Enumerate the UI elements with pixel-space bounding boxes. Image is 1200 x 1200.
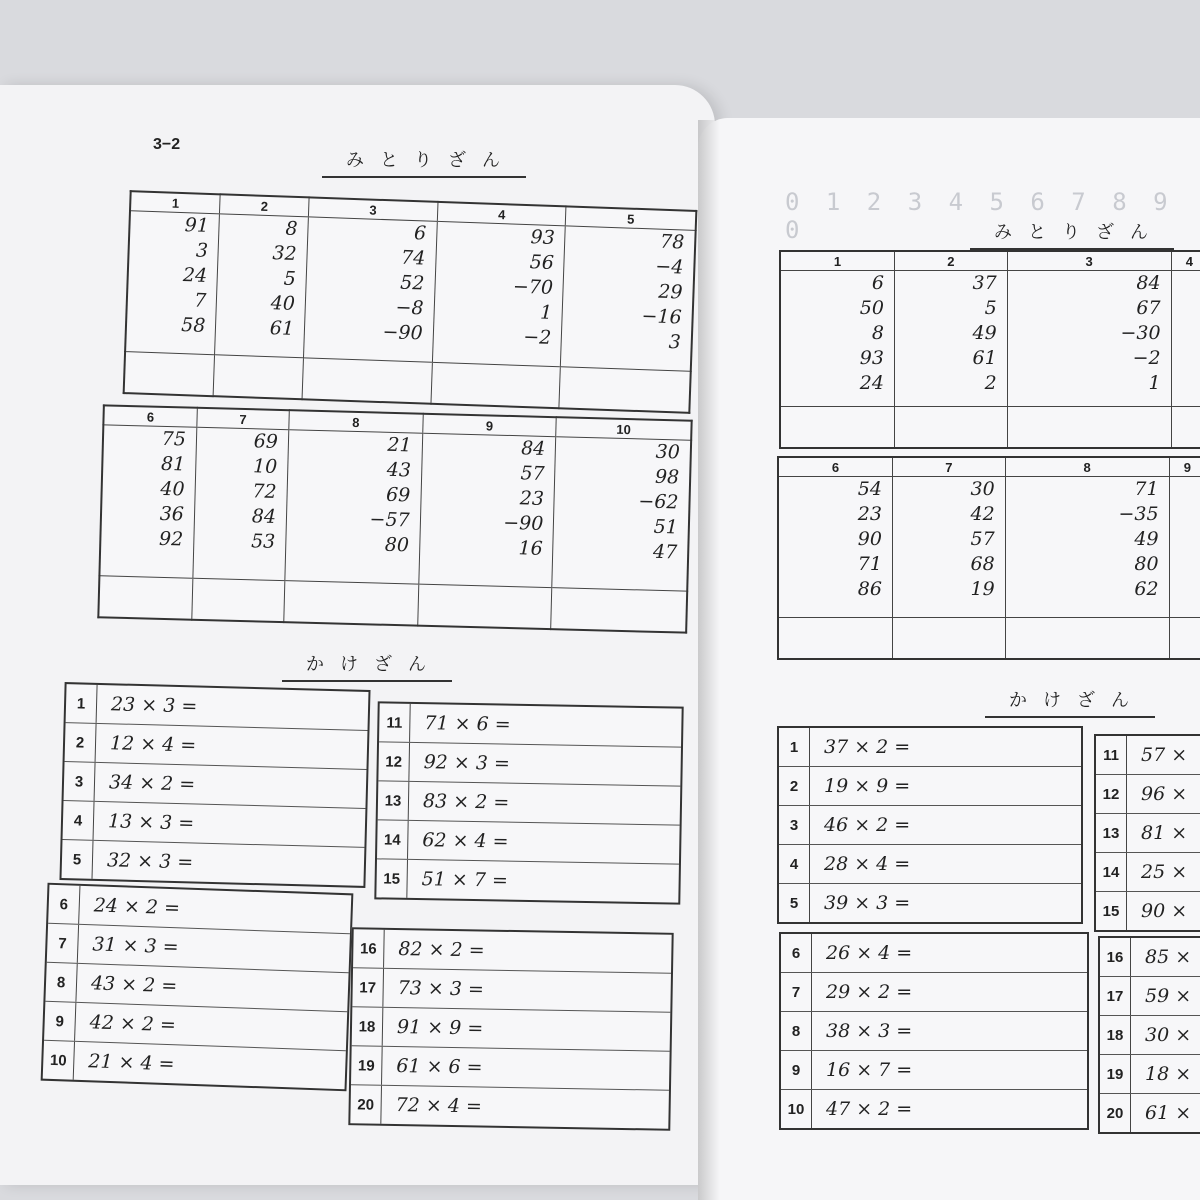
problem-number: 11 — [1096, 736, 1127, 774]
number-value: 10 — [252, 455, 278, 478]
problem-number: 12 — [1096, 775, 1127, 813]
book-gutter — [698, 120, 720, 1200]
problem-expression: 96 × — [1141, 783, 1188, 805]
mitori-title-right: みとりざん — [970, 218, 1174, 250]
number-column — [892, 477, 1005, 618]
problem-number: 4 — [63, 801, 95, 840]
problem-number: 15 — [376, 859, 408, 898]
problem-row — [781, 934, 1087, 973]
problem-row — [1100, 977, 1200, 1016]
answer-cell[interactable] — [551, 588, 687, 633]
problem-expression: 85 × — [1145, 946, 1192, 968]
problem-row — [352, 968, 671, 1013]
number-value: 57 — [970, 528, 995, 550]
problem-number: 18 — [1100, 1016, 1131, 1054]
number-value: −70 — [512, 275, 554, 299]
kakezan-group-right-2 — [1094, 734, 1200, 932]
problem-expression: 59 × — [1145, 985, 1192, 1007]
number-value: 86 — [857, 578, 882, 600]
problem-expression: 81 × — [1141, 822, 1188, 844]
number-value: 6 — [871, 272, 884, 294]
problem-expression: 25 × — [1141, 861, 1188, 883]
kakezan-group-4 — [348, 927, 673, 1131]
answer-cell[interactable] — [780, 407, 894, 449]
problem-row — [379, 703, 682, 747]
problem-expression: 18 × — [1145, 1063, 1192, 1085]
number-value: 98 — [654, 465, 680, 489]
number-value: 51 — [653, 515, 679, 539]
problem-number: 14 — [377, 820, 409, 859]
problem-row — [781, 973, 1087, 1012]
number-value: 71 — [1134, 478, 1159, 500]
number-column — [418, 433, 556, 587]
problem-expression: 21 × 4 = — [87, 1050, 175, 1076]
number-value: 36 — [159, 502, 185, 526]
number-value: 23 — [519, 487, 545, 510]
problem-expression: 83 × 2 = — [422, 790, 510, 814]
problem-row — [377, 820, 680, 864]
number-value: −8 — [395, 296, 424, 320]
number-value: 57 — [520, 462, 545, 485]
number-value: 16 — [518, 537, 543, 560]
number-value: 80 — [384, 533, 410, 557]
problem-expression: 73 × 3 = — [397, 977, 485, 1001]
problem-expression: 82 × 2 = — [398, 938, 485, 962]
problem-expression: 90 × — [1141, 900, 1188, 922]
problem-row — [779, 845, 1081, 884]
kakezan-title: かけざん — [282, 650, 452, 682]
number-column — [1007, 271, 1171, 407]
problem-row — [378, 781, 681, 825]
problem-number: 12 — [378, 742, 410, 781]
number-value: 91 — [184, 214, 210, 237]
answer-cell[interactable] — [302, 358, 432, 404]
problem-expression: 31 × 3 = — [92, 933, 179, 959]
number-value: −90 — [502, 511, 544, 535]
problem-number: 13 — [1096, 814, 1127, 852]
number-value: 40 — [270, 292, 296, 315]
kakezan-title-right: かけざん — [985, 686, 1155, 718]
problem-expression: 32 × 3 = — [106, 849, 194, 874]
answer-cell[interactable] — [1005, 618, 1169, 660]
number-value: 61 — [972, 347, 997, 369]
column-header: 3 — [1007, 251, 1171, 271]
answer-cell[interactable] — [192, 578, 285, 622]
number-value: 81 — [160, 452, 186, 476]
problem-number: 5 — [779, 884, 810, 922]
number-value: 67 — [1136, 297, 1161, 319]
number-value: 5 — [984, 297, 997, 319]
problem-expression: 39 × 3 = — [824, 892, 911, 914]
problem-row — [62, 840, 365, 886]
problem-number: 8 — [45, 963, 77, 1002]
problem-expression: 62 × 4 = — [422, 829, 509, 853]
problem-number: 14 — [1096, 853, 1127, 891]
problem-expression: 34 × 2 = — [108, 771, 196, 796]
column-header: 4 — [437, 202, 566, 226]
problem-number: 3 — [64, 762, 96, 801]
number-column — [778, 477, 892, 618]
problem-row — [781, 1012, 1087, 1051]
problem-row — [779, 767, 1081, 806]
number-value: 1 — [1148, 372, 1161, 394]
problem-row — [351, 1046, 670, 1091]
column-header: 7 — [892, 457, 1005, 477]
number-column — [432, 221, 566, 366]
number-value: 49 — [1134, 528, 1159, 550]
problem-number: 7 — [47, 924, 79, 963]
problem-expression: 13 × 3 = — [107, 810, 195, 835]
column-header: 1 — [780, 251, 894, 271]
number-value: 78 — [659, 230, 685, 254]
problem-row — [779, 728, 1081, 767]
number-value: 5 — [283, 267, 297, 290]
number-value: 3 — [668, 331, 682, 354]
mitori-grid — [123, 190, 698, 414]
number-value: 30 — [655, 440, 681, 464]
number-column — [561, 226, 696, 371]
answer-cell[interactable] — [98, 576, 192, 620]
number-value: 40 — [160, 477, 185, 501]
answer-cell[interactable] — [284, 581, 419, 626]
kakezan-group-3 — [41, 883, 354, 1092]
number-column — [193, 427, 289, 580]
problem-number: 17 — [1100, 977, 1131, 1015]
problem-number: 15 — [1096, 892, 1127, 930]
problem-expression: 72 × 4 = — [395, 1094, 483, 1118]
column-header: 5 — [566, 206, 697, 230]
mitori-grid — [779, 250, 1200, 449]
number-value: 2 — [984, 372, 997, 394]
number-value: 58 — [180, 314, 206, 337]
answer-cell[interactable] — [1007, 407, 1171, 449]
number-value: −90 — [382, 321, 424, 345]
answer-cell[interactable] — [124, 352, 215, 397]
number-value: 69 — [385, 483, 411, 507]
problem-row — [1100, 1094, 1200, 1132]
problem-expression: 12 × 4 = — [109, 732, 197, 757]
number-value: 47 — [652, 540, 678, 564]
column-header: 4 — [1171, 251, 1200, 271]
problem-expression: 23 × 3 = — [110, 693, 198, 718]
problem-expression: 61 × 6 = — [396, 1055, 483, 1079]
column-header: 8 — [289, 410, 423, 433]
problem-number: 20 — [350, 1085, 382, 1124]
number-column — [125, 211, 220, 355]
number-value: 71 — [857, 553, 882, 575]
number-value: 30 — [970, 478, 995, 500]
number-value: 69 — [253, 430, 279, 453]
problem-row — [779, 884, 1081, 922]
number-column — [304, 217, 438, 362]
number-column — [1171, 271, 1200, 407]
column-header: 6 — [103, 405, 197, 427]
number-value: 6 — [413, 222, 427, 245]
column-header: 8 — [1005, 457, 1169, 477]
number-value: 21 — [387, 433, 412, 457]
mitori-grid — [97, 404, 692, 633]
problem-expression: 47 × 2 = — [826, 1098, 913, 1120]
problem-number: 1 — [779, 728, 810, 766]
problem-expression: 38 × 3 = — [826, 1020, 913, 1042]
problem-number: 19 — [1100, 1055, 1131, 1093]
answer-cell[interactable] — [1171, 407, 1200, 449]
number-value: 62 — [1134, 578, 1159, 600]
number-value: 52 — [399, 271, 425, 295]
problem-expression: 43 × 2 = — [90, 972, 178, 998]
problem-number: 10 — [43, 1041, 75, 1080]
number-value: 61 — [269, 317, 295, 340]
problem-number: 9 — [781, 1051, 812, 1089]
number-value: 75 — [161, 427, 187, 451]
problem-row — [1096, 892, 1200, 930]
number-value: 92 — [158, 527, 184, 551]
problem-number: 16 — [1100, 938, 1131, 976]
number-value: 84 — [520, 437, 546, 460]
problem-expression: 16 × 7 = — [826, 1059, 913, 1081]
number-column — [1005, 477, 1169, 618]
number-value: −35 — [1118, 503, 1159, 525]
number-value: 90 — [857, 528, 882, 550]
problem-number: 13 — [378, 781, 410, 820]
number-value: 56 — [529, 251, 555, 274]
problem-number: 6 — [48, 885, 80, 924]
mitori-grid — [777, 456, 1200, 660]
kakezan-group-1 — [59, 682, 370, 888]
kakezan-group-right-1 — [777, 726, 1083, 924]
problem-row — [352, 1007, 671, 1052]
column-header: 2 — [894, 251, 1007, 271]
mitori-title: みとりざん — [322, 146, 526, 178]
problem-expression: 91 × 9 = — [396, 1016, 484, 1040]
number-value: 49 — [972, 322, 997, 344]
problem-row — [781, 1090, 1087, 1128]
number-value: 32 — [272, 242, 298, 266]
problem-row — [350, 1085, 669, 1129]
problem-number: 2 — [779, 767, 810, 805]
number-value: −16 — [641, 305, 683, 329]
number-value: −30 — [1120, 322, 1161, 344]
answer-cell[interactable] — [778, 618, 892, 660]
number-value: 24 — [182, 264, 208, 287]
problem-row — [1096, 853, 1200, 892]
number-value: 29 — [657, 280, 683, 304]
answer-cell[interactable] — [892, 618, 1005, 660]
problem-number: 17 — [352, 968, 384, 1007]
column-header: 9 — [1169, 457, 1200, 477]
problem-expression: 30 × — [1145, 1024, 1192, 1046]
problem-row — [353, 929, 672, 974]
number-value: 8 — [285, 217, 298, 241]
problem-number: 20 — [1100, 1094, 1131, 1132]
number-value: 93 — [530, 226, 556, 250]
answer-cell[interactable] — [894, 407, 1007, 449]
column-header: 6 — [778, 457, 892, 477]
problem-number: 6 — [781, 934, 812, 972]
problem-row — [781, 1051, 1087, 1090]
column-header: 3 — [308, 197, 437, 221]
problem-expression: 19 × 9 = — [824, 775, 911, 797]
number-column — [99, 425, 196, 578]
problem-expression: 92 × 3 = — [423, 751, 511, 775]
number-column — [780, 271, 894, 407]
problem-expression: 29 × 2 = — [826, 981, 913, 1003]
problem-expression: 57 × — [1141, 744, 1188, 766]
problem-expression: 26 × 4 = — [826, 942, 913, 964]
problem-number: 19 — [351, 1046, 383, 1085]
problem-expression: 37 × 2 = — [824, 736, 911, 758]
problem-expression: 46 × 2 = — [824, 814, 911, 836]
problem-number: 10 — [781, 1090, 812, 1128]
problem-expression: 71 × 6 = — [424, 712, 511, 736]
number-value: 8 — [871, 322, 884, 344]
kakezan-group-right-3 — [779, 932, 1089, 1130]
number-value: 84 — [1136, 272, 1161, 294]
number-value: 19 — [970, 578, 995, 600]
problem-expression: 28 × 4 = — [824, 853, 911, 875]
problem-number: 2 — [65, 723, 97, 762]
answer-cell[interactable] — [431, 362, 561, 408]
number-value: 53 — [250, 530, 276, 553]
problem-number: 4 — [779, 845, 810, 883]
number-column — [1169, 477, 1200, 618]
problem-row — [1096, 775, 1200, 814]
number-value: 80 — [1134, 553, 1159, 575]
number-column — [285, 430, 423, 584]
number-value: 72 — [252, 480, 277, 503]
number-value: 93 — [859, 347, 884, 369]
number-value: 37 — [972, 272, 997, 294]
problem-row — [1100, 1016, 1200, 1055]
problem-row — [1096, 814, 1200, 853]
problem-number: 9 — [44, 1002, 76, 1041]
problem-row — [1100, 938, 1200, 977]
number-value: 50 — [859, 297, 884, 319]
number-value: 3 — [195, 239, 209, 262]
problem-number: 16 — [353, 929, 385, 968]
number-value: 24 — [859, 372, 884, 394]
problem-expression: 42 × 2 = — [89, 1011, 177, 1037]
number-value: 23 — [857, 503, 882, 525]
number-value: 54 — [857, 478, 882, 500]
number-value: −2 — [1132, 347, 1161, 369]
number-value: 84 — [251, 505, 277, 528]
number-value: 74 — [400, 246, 426, 270]
answer-cell[interactable] — [1169, 618, 1200, 660]
problem-number: 3 — [779, 806, 810, 844]
number-column — [894, 271, 1007, 407]
number-value: −4 — [654, 255, 684, 279]
page-number: 3−2 — [153, 136, 181, 153]
column-header: 7 — [197, 408, 290, 430]
problem-row — [779, 806, 1081, 845]
column-header: 10 — [556, 417, 692, 440]
column-header: 2 — [220, 194, 309, 217]
answer-cell[interactable] — [213, 355, 303, 400]
number-value: −62 — [638, 490, 679, 514]
answer-cell[interactable] — [559, 367, 690, 413]
problem-number: 7 — [781, 973, 812, 1011]
kakezan-group-right-4 — [1098, 936, 1200, 1134]
kakezan-group-2 — [374, 701, 683, 904]
column-header: 1 — [130, 191, 221, 214]
problem-expression: 24 × 2 = — [93, 894, 181, 920]
ghost-digits: 0 1 2 3 4 5 6 7 8 9 0 — [785, 188, 1174, 244]
answer-cell[interactable] — [417, 584, 552, 629]
problem-number: 18 — [352, 1007, 384, 1046]
number-column — [215, 214, 308, 358]
problem-row — [376, 859, 679, 902]
problem-expression: 51 × 7 = — [421, 868, 509, 892]
column-header: 9 — [422, 414, 556, 437]
number-value: 1 — [539, 301, 553, 324]
problem-row — [1100, 1055, 1200, 1094]
number-value: −2 — [522, 325, 552, 349]
problem-number: 8 — [781, 1012, 812, 1050]
number-value: 42 — [970, 503, 995, 525]
number-value: 43 — [386, 458, 412, 482]
number-value: 7 — [193, 289, 207, 312]
problem-number: 1 — [66, 684, 98, 723]
problem-number: 11 — [379, 703, 411, 742]
number-value: −57 — [369, 508, 410, 532]
problem-expression: 61 × — [1145, 1102, 1192, 1124]
number-column — [552, 437, 691, 591]
problem-number: 5 — [62, 840, 94, 879]
problem-row — [378, 742, 681, 786]
problem-row — [1096, 736, 1200, 775]
number-value: 68 — [970, 553, 995, 575]
